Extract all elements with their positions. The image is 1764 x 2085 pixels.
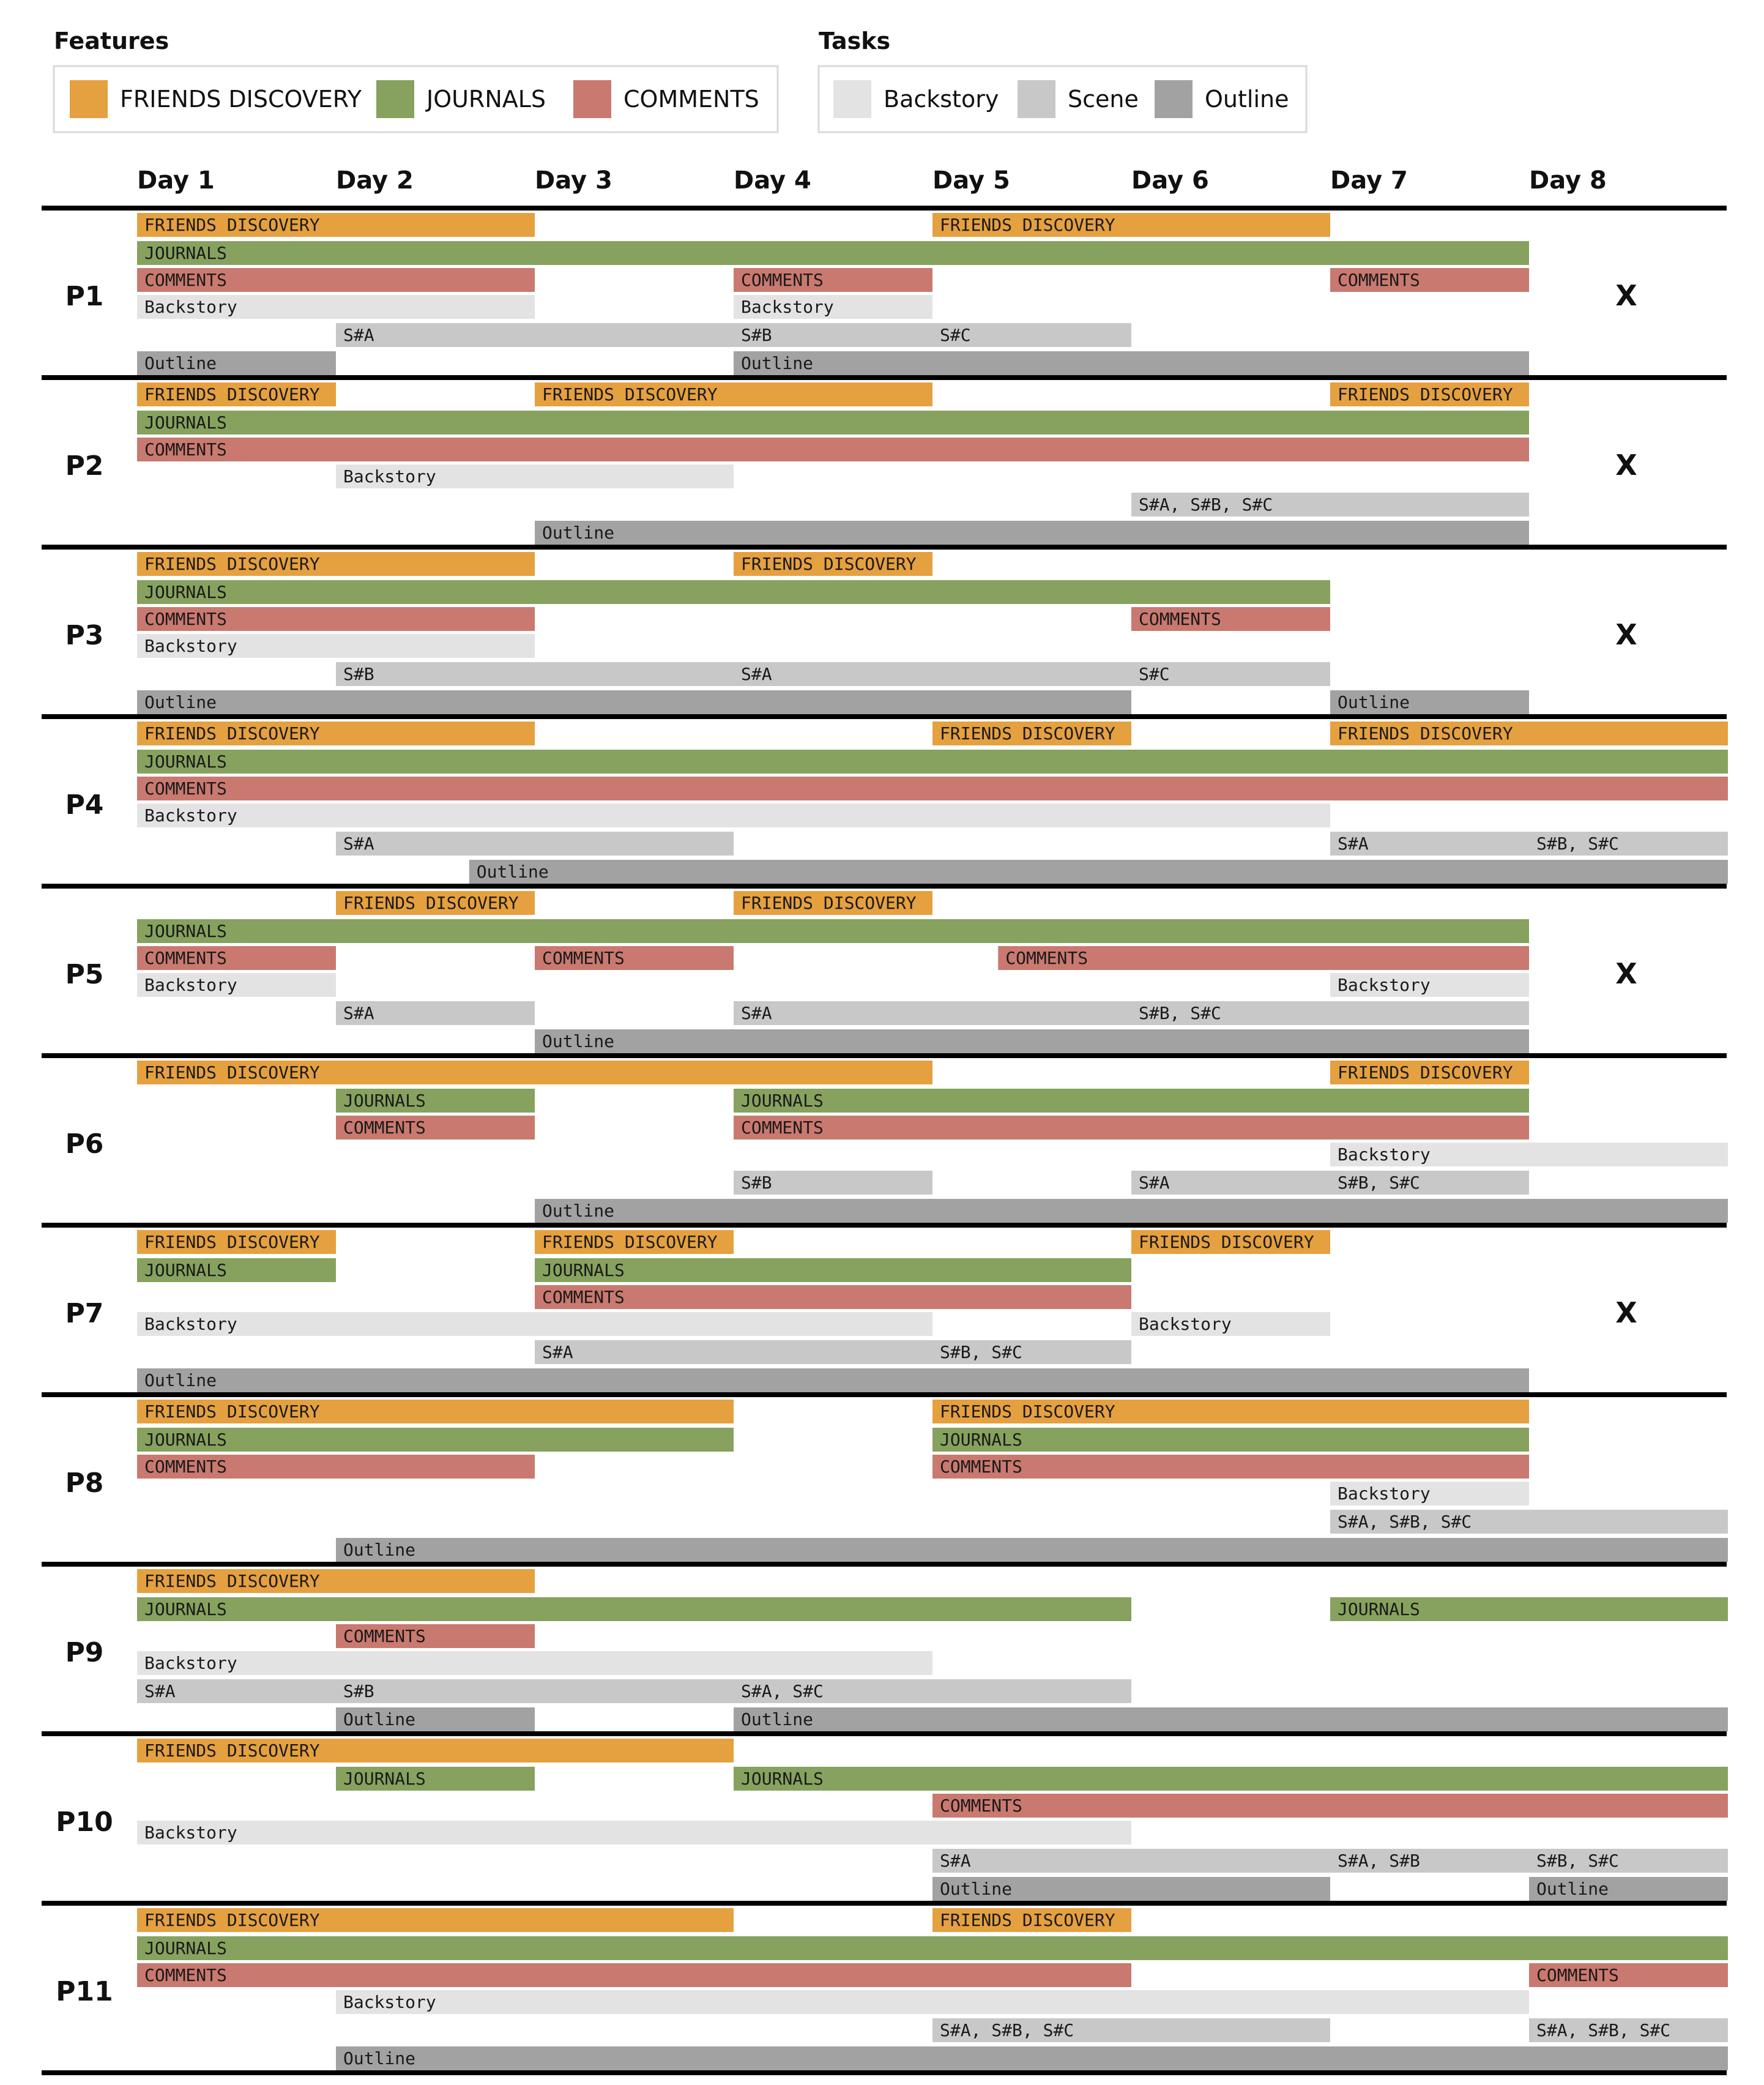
legend-label-fd: FRIENDS DISCOVERY: [120, 86, 362, 113]
bar-label-fd-p8-1: FRIENDS DISCOVERY: [940, 1401, 1115, 1422]
bar-ou-p7-10: [137, 1368, 1529, 1392]
bar-label-sc-p4-8: S#B, S#C: [1536, 834, 1619, 854]
bar-sc-p3-6: [336, 662, 734, 686]
bar-ou-p6-10: [535, 1199, 1728, 1223]
bar-ou-p4-9: [469, 860, 1728, 884]
bar-jo-p3-2: [137, 580, 1330, 604]
bar-sc-p7-8: [535, 1340, 932, 1364]
bar-co-p6-5: [734, 1116, 1529, 1139]
day-label-4: Day 4: [734, 166, 811, 195]
bar-label-sc-p10-7: S#B, S#C: [1536, 1851, 1619, 1871]
participant-label: P4: [65, 789, 104, 821]
bar-label-sc-p9-5: S#A: [144, 1681, 176, 1701]
bar-label-fd-p7-0: FRIENDS DISCOVERY: [144, 1232, 320, 1252]
bar-jo-p6-3: [734, 1089, 1529, 1113]
bar-label-ou-p10-8: Outline: [940, 1879, 1013, 1899]
participant-row-p5: [65, 891, 1637, 1053]
completion-mark: X: [1615, 618, 1637, 651]
bar-label-fd-p9-0: FRIENDS DISCOVERY: [144, 1571, 320, 1591]
bar-label-co-p5-4: COMMENTS: [542, 948, 625, 968]
bar-ou-p3-9: [137, 690, 1131, 714]
bar-label-sc-p1-8: S#A: [343, 325, 374, 345]
bar-jo-p11-2: [137, 1936, 1728, 1960]
bar-label-jo-p3-2: JOURNALS: [144, 582, 227, 602]
bar-label-sc-p5-10: S#B, S#C: [1139, 1003, 1221, 1023]
participant-row-p1: [65, 213, 1637, 375]
bar-label-co-p1-4: COMMENTS: [741, 270, 824, 290]
bar-label-sc-p9-7: S#A, S#C: [741, 1681, 824, 1701]
bar-label-co-p6-5: COMMENTS: [741, 1117, 824, 1138]
bar-label-fd-p11-0: FRIENDS DISCOVERY: [144, 1910, 320, 1930]
bar-co-p2-4: [137, 438, 1529, 461]
participant-row-p11: [56, 1908, 1728, 2070]
bar-ou-p8-8: [336, 1538, 1728, 1562]
bar-label-bs-p5-6: Backstory: [144, 975, 237, 995]
bar-label-fd-p4-2: FRIENDS DISCOVERY: [1338, 723, 1513, 744]
bar-label-fd-p4-1: FRIENDS DISCOVERY: [940, 723, 1115, 744]
legend-label-co: COMMENTS: [623, 86, 759, 113]
bar-sc-p4-6: [336, 832, 734, 856]
bar-label-fd-p2-1: FRIENDS DISCOVERY: [542, 384, 718, 405]
bar-jo-p4-3: [137, 750, 1728, 774]
bar-label-sc-p3-8: S#C: [1139, 664, 1170, 684]
bar-label-fd-p10-0: FRIENDS DISCOVERY: [144, 1740, 320, 1761]
bar-label-sc-p7-8: S#A: [542, 1342, 573, 1362]
bar-label-fd-p3-1: FRIENDS DISCOVERY: [741, 554, 917, 574]
completion-mark: X: [1615, 957, 1637, 990]
bar-label-bs-p3-5: Backstory: [144, 636, 237, 656]
bar-sc-p9-6: [336, 1679, 734, 1703]
bar-label-sc-p7-9: S#B, S#C: [940, 1342, 1022, 1362]
bar-label-fd-p6-1: FRIENDS DISCOVERY: [1338, 1062, 1513, 1083]
bar-ou-p1-12: [734, 351, 1529, 375]
bar-co-p10-3: [932, 1794, 1728, 1818]
bar-label-ou-p9-8: Outline: [343, 1709, 416, 1729]
participant-row-p10: [56, 1739, 1728, 1901]
bar-jo-p10-2: [734, 1767, 1728, 1791]
bar-label-sc-p10-6: S#A, S#B: [1338, 1851, 1420, 1871]
bar-label-sc-p11-7: S#A, S#B, S#C: [1536, 2020, 1671, 2040]
bar-label-sc-p3-6: S#B: [343, 664, 374, 684]
day-header: [137, 166, 1607, 195]
bar-bs-p9-4: [137, 1651, 932, 1675]
legend-area: [54, 28, 1306, 132]
bar-label-jo-p5-2: JOURNALS: [144, 921, 227, 941]
bar-label-ou-p11-8: Outline: [343, 2048, 416, 2068]
bar-label-co-p10-3: COMMENTS: [940, 1796, 1022, 1816]
bar-label-ou-p6-10: Outline: [542, 1201, 615, 1221]
bar-label-jo-p8-3: JOURNALS: [940, 1430, 1022, 1450]
participant-label: P5: [65, 959, 104, 990]
bar-label-ou-p1-11: Outline: [144, 353, 217, 373]
bar-label-co-p11-3: COMMENTS: [144, 1965, 227, 1985]
participant-row-p9: [65, 1569, 1728, 1731]
bar-label-jo-p10-2: JOURNALS: [741, 1769, 824, 1789]
bar-label-bs-p2-5: Backstory: [343, 466, 436, 487]
bar-label-bs-p4-5: Backstory: [144, 805, 237, 826]
bar-label-fd-p11-1: FRIENDS DISCOVERY: [940, 1910, 1115, 1930]
bar-label-fd-p8-0: FRIENDS DISCOVERY: [144, 1401, 320, 1422]
participant-label: P2: [65, 450, 104, 482]
bar-label-ou-p3-9: Outline: [144, 692, 217, 712]
bar-label-jo-p7-4: JOURNALS: [542, 1260, 625, 1280]
bar-label-sc-p1-10: S#C: [940, 325, 971, 345]
bar-ou-p11-8: [336, 2046, 1728, 2070]
bar-label-jo-p2-3: JOURNALS: [144, 412, 227, 433]
bar-label-fd-p2-2: FRIENDS DISCOVERY: [1338, 384, 1513, 405]
bar-ou-p9-9: [734, 1707, 1728, 1731]
participant-row-p8: [65, 1400, 1728, 1562]
bar-label-bs-p9-4: Backstory: [144, 1653, 237, 1673]
bar-label-ou-p10-9: Outline: [1536, 1879, 1609, 1899]
bar-label-sc-p4-6: S#A: [343, 834, 374, 854]
bar-label-sc-p6-9: S#B, S#C: [1338, 1173, 1420, 1193]
participant-row-p4: [65, 722, 1728, 884]
bar-label-sc-p10-5: S#A: [940, 1851, 971, 1871]
legend-swatch-ou: [1155, 80, 1193, 118]
bar-label-co-p7-5: COMMENTS: [542, 1287, 625, 1307]
bar-label-ou-p9-9: Outline: [741, 1709, 814, 1729]
bar-label-sc-p2-6: S#A, S#B, S#C: [1139, 494, 1273, 515]
bar-label-bs-p1-6: Backstory: [144, 297, 237, 317]
bar-label-jo-p9-2: JOURNALS: [1338, 1599, 1420, 1619]
legend-swatch-bs: [833, 80, 871, 118]
bar-label-bs-p7-6: Backstory: [144, 1314, 237, 1334]
bar-label-bs-p5-7: Backstory: [1338, 975, 1431, 995]
legend-swatch-co: [573, 80, 611, 118]
participant-label: P9: [65, 1637, 104, 1668]
bar-label-bs-p11-5: Backstory: [343, 1992, 436, 2012]
bar-label-co-p9-3: COMMENTS: [343, 1626, 426, 1646]
bar-label-fd-p5-0: FRIENDS DISCOVERY: [343, 893, 519, 913]
bar-label-co-p8-4: COMMENTS: [144, 1457, 227, 1477]
bar-label-fd-p7-2: FRIENDS DISCOVERY: [1139, 1232, 1314, 1252]
bar-sc-p1-8: [336, 323, 734, 347]
bar-label-bs-p8-6: Backstory: [1338, 1483, 1431, 1504]
bar-label-fd-p6-0: FRIENDS DISCOVERY: [144, 1062, 320, 1083]
bar-co-p11-3: [137, 1963, 1131, 1987]
participant-label: P8: [65, 1468, 104, 1499]
bar-label-fd-p1-0: FRIENDS DISCOVERY: [144, 215, 320, 235]
bar-label-bs-p6-6: Backstory: [1338, 1144, 1431, 1165]
bar-label-fd-p3-0: FRIENDS DISCOVERY: [144, 554, 320, 574]
bar-jo-p9-1: [137, 1597, 1131, 1621]
bar-ou-p5-11: [535, 1029, 1529, 1053]
bar-label-jo-p1-2: JOURNALS: [144, 243, 227, 263]
bar-label-jo-p6-2: JOURNALS: [343, 1091, 426, 1111]
bar-label-bs-p1-7: Backstory: [741, 297, 834, 317]
bar-label-sc-p9-6: S#B: [343, 1681, 374, 1701]
bar-label-sc-p1-9: S#B: [741, 325, 772, 345]
participant-row-p3: [65, 552, 1637, 714]
bar-label-co-p3-4: COMMENTS: [1139, 609, 1221, 629]
bar-label-co-p5-5: COMMENTS: [1005, 948, 1089, 968]
bar-label-fd-p1-1: FRIENDS DISCOVERY: [940, 215, 1115, 235]
day-label-7: Day 7: [1330, 166, 1408, 195]
bar-label-jo-p7-3: JOURNALS: [144, 1260, 227, 1280]
participant-row-p7: [65, 1230, 1637, 1392]
bar-label-co-p5-3: COMMENTS: [144, 948, 227, 968]
bar-sc-p5-9: [734, 1001, 1131, 1025]
bar-label-ou-p3-10: Outline: [1338, 692, 1410, 712]
bar-jo-p5-2: [137, 919, 1529, 943]
bar-sc-p10-5: [932, 1849, 1330, 1873]
bar-label-sc-p6-7: S#B: [741, 1173, 772, 1193]
legend-label-jo: JOURNALS: [426, 86, 546, 113]
day-label-1: Day 1: [137, 166, 215, 195]
day-label-5: Day 5: [932, 166, 1010, 195]
bar-label-sc-p5-9: S#A: [741, 1003, 772, 1023]
bar-sc-p3-7: [734, 662, 1131, 686]
completion-mark: X: [1615, 279, 1637, 312]
bar-label-ou-p2-7: Outline: [542, 523, 615, 543]
bar-label-co-p1-5: COMMENTS: [1338, 270, 1420, 290]
day-label-6: Day 6: [1131, 166, 1209, 195]
bar-label-sc-p6-8: S#A: [1139, 1173, 1170, 1193]
bar-label-ou-p8-8: Outline: [343, 1540, 416, 1560]
bar-label-bs-p10-4: Backstory: [144, 1822, 237, 1843]
bar-bs-p11-5: [336, 1990, 1529, 2014]
bar-ou-p2-7: [535, 521, 1529, 545]
bar-label-jo-p8-2: JOURNALS: [144, 1430, 227, 1450]
bar-label-fd-p7-1: FRIENDS DISCOVERY: [542, 1232, 718, 1252]
bar-bs-p7-6: [137, 1312, 932, 1336]
bar-label-jo-p4-3: JOURNALS: [144, 752, 227, 772]
bar-label-ou-p1-12: Outline: [741, 353, 814, 373]
bar-label-fd-p2-0: FRIENDS DISCOVERY: [144, 384, 320, 405]
day-label-8: Day 8: [1529, 166, 1607, 195]
participant-label: P7: [65, 1298, 104, 1329]
participant-label: P1: [65, 281, 104, 312]
bar-label-sc-p3-7: S#A: [741, 664, 772, 684]
tasks-legend-title: Tasks: [819, 28, 891, 54]
bar-bs-p10-4: [137, 1821, 1131, 1844]
participant-label: P11: [56, 1976, 113, 2007]
legend-label-sc: Scene: [1068, 86, 1139, 113]
bar-label-jo-p9-1: JOURNALS: [144, 1599, 227, 1619]
legend-swatch-fd: [70, 80, 108, 118]
bar-label-fd-p4-0: FRIENDS DISCOVERY: [144, 723, 320, 744]
completion-mark: X: [1615, 449, 1637, 482]
participant-label: P6: [65, 1128, 104, 1160]
bar-label-ou-p5-11: Outline: [542, 1031, 615, 1051]
bar-jo-p1-2: [137, 241, 1529, 265]
features-legend-title: Features: [54, 28, 169, 54]
bar-label-sc-p8-7: S#A, S#B, S#C: [1338, 1512, 1472, 1532]
bar-label-jo-p11-2: JOURNALS: [144, 1938, 227, 1958]
bar-label-sc-p11-6: S#A, S#B, S#C: [940, 2020, 1074, 2040]
bar-label-jo-p10-1: JOURNALS: [343, 1769, 426, 1789]
legend-label-ou: Outline: [1205, 86, 1289, 113]
bar-label-co-p4-4: COMMENTS: [144, 778, 227, 799]
bar-label-co-p1-3: COMMENTS: [144, 270, 227, 290]
bar-label-co-p8-5: COMMENTS: [940, 1457, 1022, 1477]
legend-swatch-sc: [1018, 80, 1055, 118]
bar-jo-p2-3: [137, 411, 1529, 435]
day-label-3: Day 3: [535, 166, 612, 195]
participant-row-p6: [65, 1061, 1728, 1223]
participant-label: P3: [65, 620, 104, 651]
bar-bs-p4-5: [137, 804, 1330, 827]
bar-label-sc-p5-8: S#A: [343, 1003, 374, 1023]
day-label-2: Day 2: [336, 166, 414, 195]
participant-row-p2: [65, 382, 1637, 545]
participant-rows: [42, 208, 1728, 2073]
bar-label-co-p6-4: COMMENTS: [343, 1117, 426, 1138]
bar-co-p4-4: [137, 777, 1728, 800]
legend-swatch-jo: [376, 80, 414, 118]
completion-mark: X: [1615, 1296, 1637, 1329]
bar-label-jo-p6-3: JOURNALS: [741, 1091, 824, 1111]
bar-label-fd-p5-1: FRIENDS DISCOVERY: [741, 893, 917, 913]
bar-label-co-p11-4: COMMENTS: [1536, 1965, 1619, 1985]
bar-label-ou-p4-9: Outline: [476, 862, 549, 882]
bar-label-sc-p4-7: S#A: [1338, 834, 1369, 854]
participant-label: P10: [56, 1807, 113, 1838]
bar-label-co-p3-3: COMMENTS: [144, 609, 227, 629]
bar-label-bs-p7-7: Backstory: [1139, 1314, 1232, 1334]
bar-label-ou-p7-10: Outline: [144, 1370, 217, 1390]
legend-label-bs: Backstory: [884, 86, 999, 113]
bar-label-co-p2-4: COMMENTS: [144, 439, 227, 460]
